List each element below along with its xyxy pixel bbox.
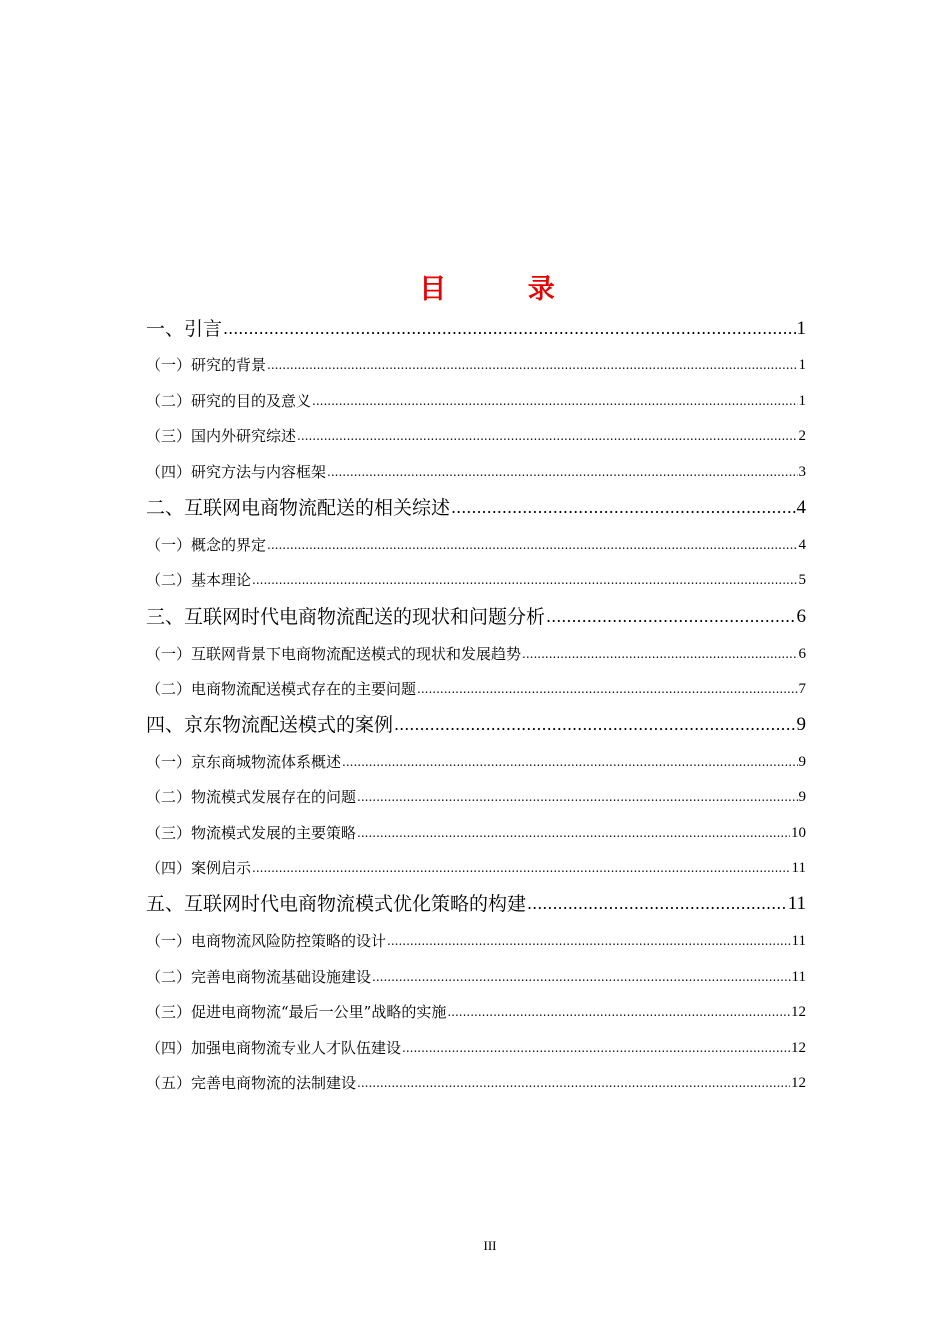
toc-entry-label: （三）促进电商物流“最后一公里”战略的实施 (146, 1003, 447, 1021)
toc-entry-page: 11 (791, 969, 806, 985)
toc-entry-page: 5 (798, 572, 806, 588)
toc-entry-page: 9 (798, 754, 806, 770)
toc-entry-label: （一）研究的背景 (146, 356, 267, 374)
toc-entry[interactable] (146, 642, 806, 666)
toc-title: 目 录 (419, 274, 591, 305)
toc-entry-label: 四、京东物流配送模式的案例 (146, 714, 394, 736)
toc-entry[interactable] (146, 785, 806, 809)
toc-entry-page: 11 (791, 860, 806, 876)
toc-entry-label: （二）电商物流配送模式存在的主要问题 (146, 680, 417, 698)
toc-leader-dots (387, 929, 791, 953)
toc-entry-label: （一）电商物流风险防控策略的设计 (146, 932, 387, 950)
toc-leader-dots (312, 389, 797, 413)
toc-entry-page: 12 (791, 1075, 806, 1091)
toc-entry-label: （三）国内外研究综述 (146, 427, 297, 445)
toc-entry-label: 二、互联网电商物流配送的相关综述 (146, 497, 451, 519)
toc-entry-page: 12 (791, 1004, 806, 1020)
toc-entry-label: （四）研究方法与内容框架 (146, 463, 327, 481)
toc-entry[interactable] (146, 1071, 806, 1095)
toc-entry[interactable] (146, 750, 806, 774)
toc-entry-page: 9 (798, 789, 806, 805)
toc-entry[interactable] (146, 821, 806, 845)
toc-entry-page: 7 (798, 681, 806, 697)
toc-entry[interactable] (146, 677, 806, 701)
toc-leader-dots (252, 856, 791, 880)
toc-leader-dots (327, 460, 797, 484)
toc-entry-label: （二）完善电商物流基础设施建设 (146, 968, 372, 986)
toc-leader-dots (357, 785, 797, 809)
toc-entry-page: 1 (796, 318, 806, 339)
toc-leader-dots (417, 677, 797, 701)
toc-leader-dots (252, 568, 797, 592)
toc-entry-page: 12 (791, 1040, 806, 1056)
toc-entry[interactable] (146, 929, 806, 953)
toc-entry-page: 1 (798, 393, 806, 409)
toc-entry-label: （一）京东商城物流体系概述 (146, 753, 342, 771)
toc-entry-label: 五、互联网时代电商物流模式优化策略的构建 (146, 893, 527, 915)
toc-entry[interactable] (146, 889, 806, 919)
toc-entry[interactable] (146, 389, 806, 413)
toc-entry-page: 1 (798, 357, 806, 373)
toc-entry-label: 一、引言 (146, 318, 223, 340)
toc-entry-label: （二）研究的目的及意义 (146, 392, 312, 410)
toc-entry-page: 6 (796, 606, 806, 627)
toc-entry[interactable] (146, 1036, 806, 1060)
toc-leader-dots (546, 602, 795, 632)
toc-entry[interactable] (146, 1000, 806, 1024)
toc-entry[interactable] (146, 460, 806, 484)
toc-entry-page: 6 (798, 646, 806, 662)
toc-leader-dots (342, 750, 797, 774)
toc-leader-dots (394, 710, 795, 740)
toc-leader-dots (267, 533, 797, 557)
page-number: III (483, 1238, 497, 1253)
toc-entry[interactable] (146, 710, 806, 740)
toc-leader-dots (267, 353, 797, 377)
toc-entry-page: 3 (798, 464, 806, 480)
toc-entry[interactable] (146, 314, 806, 344)
toc-entry-label: （二）基本理论 (146, 571, 252, 589)
toc-entry-label: （二）物流模式发展存在的问题 (146, 788, 357, 806)
toc-entry[interactable] (146, 856, 806, 880)
toc-entry-page: 4 (798, 537, 806, 553)
toc-entry-page: 11 (787, 893, 806, 914)
toc-leader-dots (357, 821, 790, 845)
toc-entry-label: （四）加强电商物流专业人才队伍建设 (146, 1039, 402, 1057)
toc-entry-page: 2 (798, 428, 806, 444)
toc-entry-label: （三）物流模式发展的主要策略 (146, 824, 357, 842)
toc-entry-label: （一）互联网背景下电商物流配送模式的现状和发展趋势 (146, 645, 522, 663)
toc-leader-dots (372, 965, 791, 989)
toc-entry-label: （四）案例启示 (146, 859, 252, 877)
toc-entry[interactable] (146, 353, 806, 377)
toc-entry[interactable] (146, 602, 806, 632)
toc-leader-dots (223, 314, 795, 344)
toc-entry-label: （五）完善电商物流的法制建设 (146, 1074, 357, 1092)
toc-leader-dots (527, 889, 787, 919)
toc-leader-dots (357, 1071, 790, 1095)
toc-entry[interactable] (146, 533, 806, 557)
toc-entry-page: 11 (791, 933, 806, 949)
toc-entry-label: 三、互联网时代电商物流配送的现状和问题分析 (146, 606, 546, 628)
toc-entry-label: （一）概念的界定 (146, 536, 267, 554)
toc-leader-dots (297, 424, 797, 448)
toc-leader-dots (522, 642, 797, 666)
toc-entry[interactable] (146, 493, 806, 523)
toc-entry[interactable] (146, 568, 806, 592)
toc-leader-dots (402, 1036, 790, 1060)
toc-entry-page: 9 (796, 714, 806, 735)
toc-entry-page: 4 (796, 497, 806, 518)
toc-leader-dots (447, 1000, 790, 1024)
toc-entry[interactable] (146, 965, 806, 989)
toc-entry[interactable] (146, 424, 806, 448)
toc-leader-dots (451, 493, 795, 523)
toc-entry-page: 10 (791, 825, 806, 841)
